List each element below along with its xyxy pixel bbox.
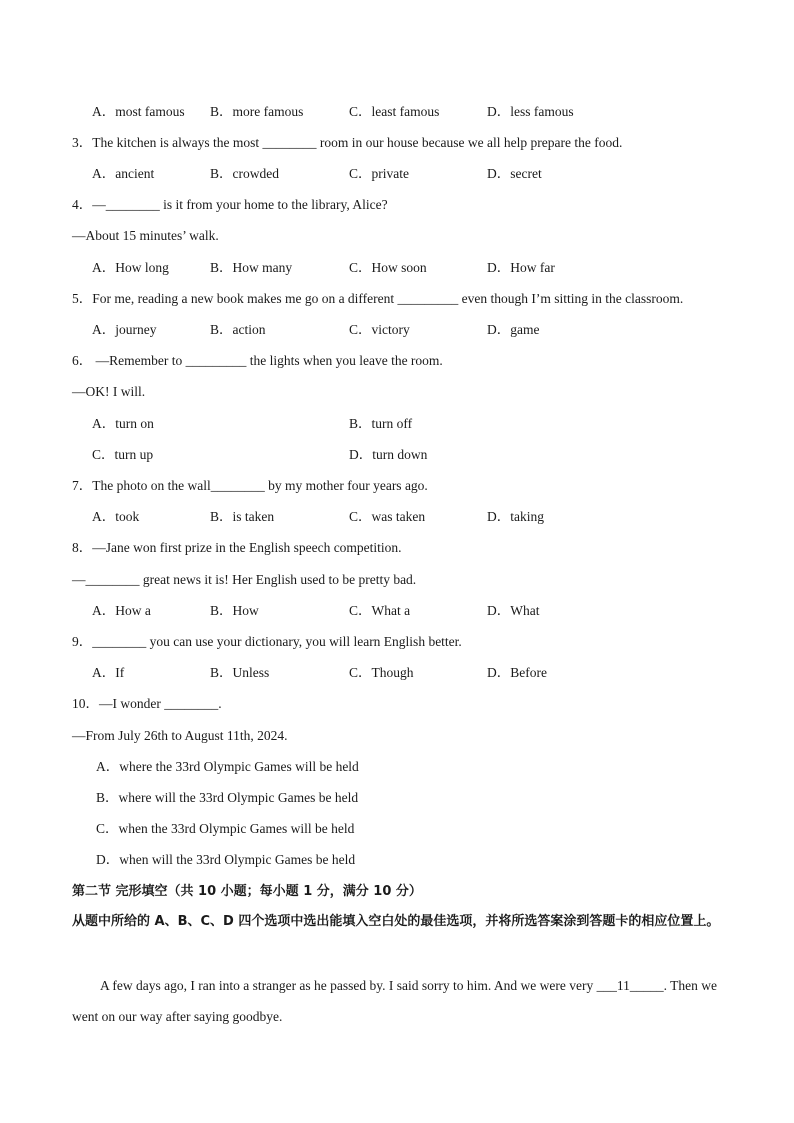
q8-option-a: A．How a	[92, 603, 151, 618]
q3-option-a: A．ancient	[92, 166, 155, 181]
q7-option-d: D．taking	[487, 509, 544, 524]
q9-option-a: A．If	[92, 665, 125, 680]
q4-option-b: B．How many	[210, 260, 293, 275]
q6-reply: —OK! I will.	[72, 384, 146, 399]
q8-stem: 8．—Jane won first prize in the English speech competition.	[72, 540, 402, 555]
q5-stem: 5．For me, reading a new book makes me go on a different _________ even though I’m sitting in the classroom.	[72, 291, 684, 306]
q5-option-c: C．victory	[349, 322, 410, 337]
q10-option-a: A．where the 33rd Olympic Games will be held	[96, 759, 359, 774]
q2-option-d: D．less famous	[487, 104, 574, 119]
q3-option-d: D．secret	[487, 166, 542, 181]
q6-option-a: A．turn on	[92, 416, 154, 431]
q3-option-c: C．private	[349, 166, 409, 181]
q8-option-d: D．What	[487, 603, 540, 618]
q9-option-c: C．Though	[349, 665, 414, 680]
cloze-passage: A few days ago, I ran into a stranger as he passed by. I said sorry to him. And we were very ___11_____. Then we went on our way after saying goodbye.	[72, 978, 717, 1024]
q7-option-c: C．was taken	[349, 509, 426, 524]
section-instruction: 从题中所给的 A、B、C、D 四个选项中选出能填入空白处的最佳选项，并将所选答案涂到答题卡的相应位置上。	[72, 914, 720, 929]
q5-option-d: D．game	[487, 322, 540, 337]
q2-option-a: A．most famous	[92, 104, 185, 119]
q3-stem: 3．The kitchen is always the most ________ room in our house because we all help prepare the food.	[72, 135, 623, 150]
q9-option-b: B．Unless	[210, 665, 270, 680]
q4-option-a: A．How long	[92, 260, 169, 275]
q2-option-b: B．more famous	[210, 104, 304, 119]
q10-reply: —From July 26th to August 11th, 2024.	[72, 728, 288, 743]
q9-option-d: D．Before	[487, 665, 547, 680]
q8-reply: —________ great news it is! Her English used to be pretty bad.	[72, 572, 417, 587]
q10-option-b: B．where will the 33rd Olympic Games be held	[96, 790, 359, 805]
q8-option-c: C．What a	[349, 603, 411, 618]
q8-option-b: B．How	[210, 603, 259, 618]
q7-option-b: B．is taken	[210, 509, 275, 524]
q9-stem: 9．________ you can use your dictionary, you will learn English better.	[72, 634, 462, 649]
section-heading: 第二节 完形填空（共 10 小题；每小题 1 分，满分 10 分）	[72, 884, 422, 899]
q2-option-c: C．least famous	[349, 104, 440, 119]
q7-option-a: A．took	[92, 509, 140, 524]
q4-reply: —About 15 minutes’ walk.	[72, 228, 219, 243]
q4-option-c: C．How soon	[349, 260, 427, 275]
q4-option-d: D．How far	[487, 260, 555, 275]
q5-option-b: B．action	[210, 322, 266, 337]
q10-option-c: C．when the 33rd Olympic Games will be held	[96, 821, 355, 836]
q6-stem: 6． —Remember to _________ the lights when you leave the room.	[72, 353, 443, 368]
q10-option-d: D．when will the 33rd Olympic Games be held	[96, 852, 356, 867]
q3-option-b: B．crowded	[210, 166, 279, 181]
q10-stem: 10．—I wonder ________.	[72, 696, 222, 711]
q6-option-b: B．turn off	[349, 416, 413, 431]
q4-stem: 4．—________ is it from your home to the library, Alice?	[72, 197, 388, 212]
q6-option-c: C．turn up	[92, 447, 154, 462]
q5-option-a: A．journey	[92, 322, 157, 337]
q7-stem: 7．The photo on the wall________ by my mother four years ago.	[72, 478, 428, 493]
q6-option-d: D．turn down	[349, 447, 428, 462]
